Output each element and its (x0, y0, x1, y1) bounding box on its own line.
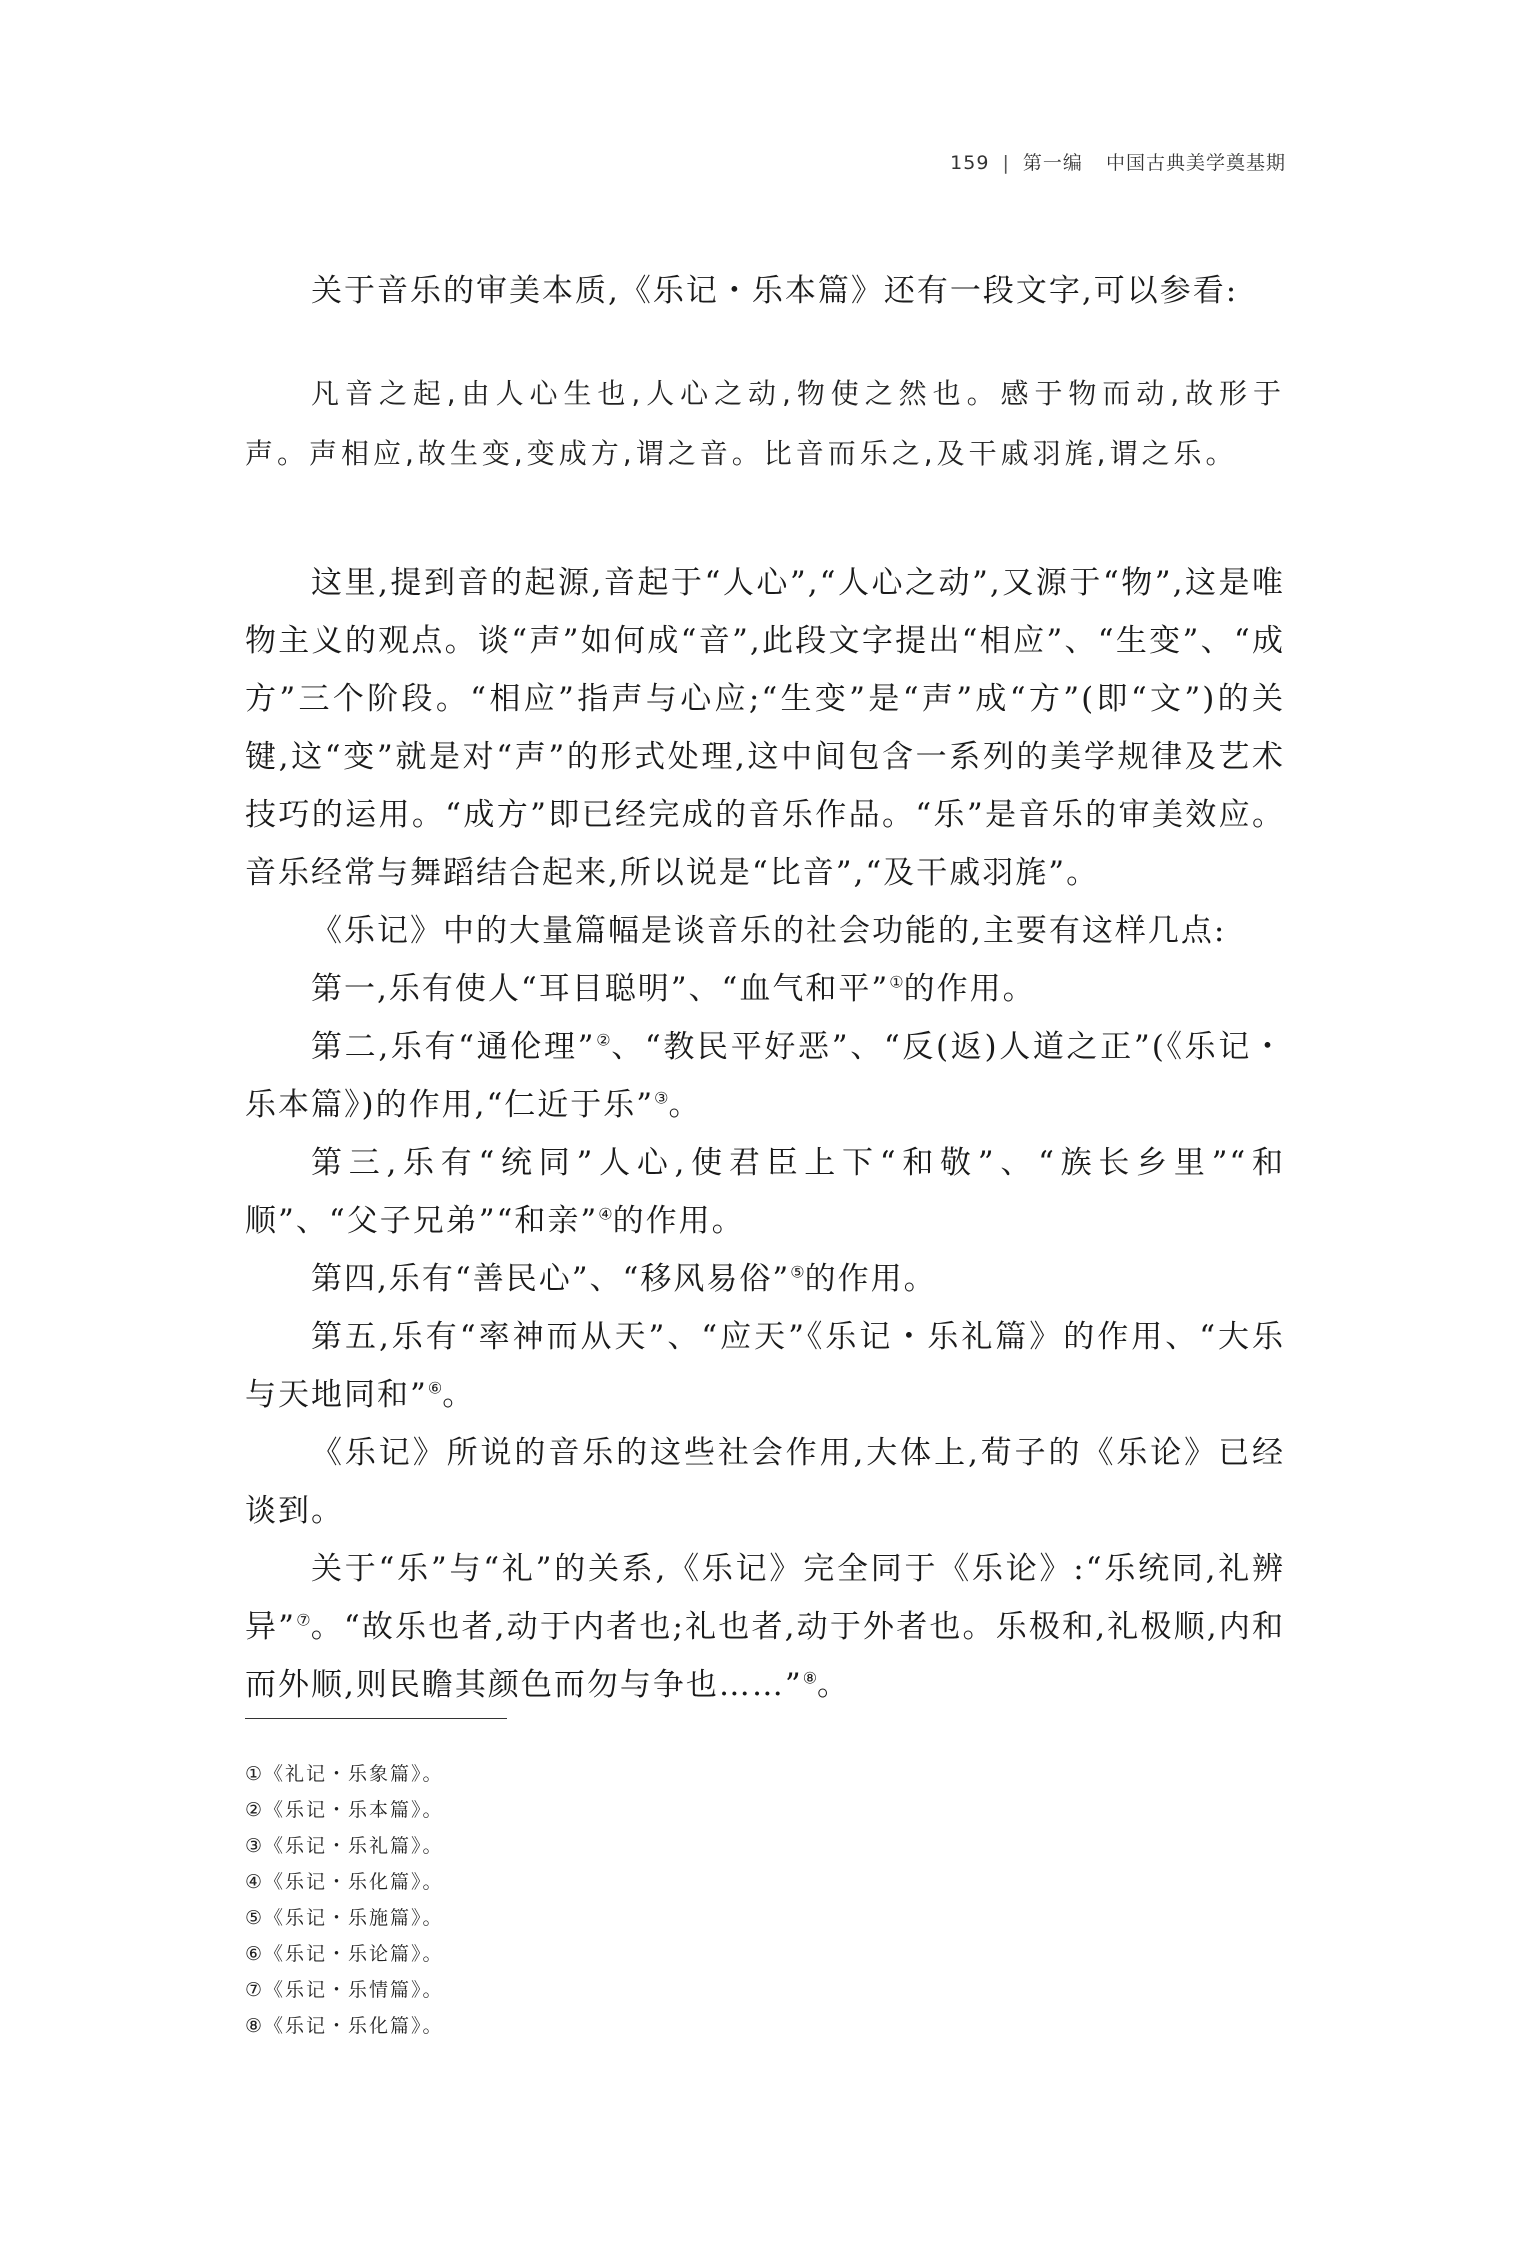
paragraph-4-text-a: 第二,乐有“通伦理” (311, 1029, 596, 1065)
paragraph-2: 《乐记》中的大量篇幅是谈音乐的社会功能的,主要有这样几点: (311, 913, 1227, 949)
paragraph-9 (245, 1540, 1285, 1714)
main-text (245, 262, 1285, 1714)
footnote-1: ①《礼记・乐象篇》。 (245, 1763, 444, 1785)
paragraph-6-text-a: 第四,乐有“善民心”、“移风易俗” (311, 1261, 791, 1297)
footnote-4: ④《乐记・乐化篇》。 (245, 1871, 444, 1893)
block-quote: 凡音之起,由人心生也,人心之动,物使之然也。感于物而动,故形于声。声相应,故生变,变成方,谓之音。比音而乐之,及干戚羽旄,谓之乐。 (245, 377, 1285, 470)
paragraph-9-text-a: 关于“乐”与“礼”的关系,《乐记》完全同于《乐论》:“乐统同,礼辨异” (245, 1551, 1285, 1645)
footnote-ref-8: ⑧ (802, 1668, 818, 1688)
paragraph-5-text-a: 第三,乐有“统同”人心,使君臣上下“和敬”、“族长乡里”“和顺”、“父子兄弟”“和亲” (245, 1145, 1285, 1239)
footnote-8: ⑧《乐记・乐化篇》。 (245, 2015, 444, 2037)
footnote-divider (245, 1718, 507, 1719)
page-number: 159 (950, 152, 990, 174)
footnote-3: ③《乐记・乐礼篇》。 (245, 1835, 444, 1857)
paragraph-5 (245, 1134, 1285, 1250)
header-separator: | (1002, 152, 1010, 174)
paragraph-6 (245, 1250, 1285, 1308)
paragraph-4-text-c: 。 (668, 1087, 702, 1123)
lead-paragraph: 关于音乐的审美本质,《乐记・乐本篇》还有一段文字,可以参看: (311, 273, 1239, 309)
footnote-ref-1: ① (889, 972, 904, 992)
paragraph-1: 这里,提到音的起源,音起于“人心”,“人心之动”,又源于“物”,这是唯物主义的观点。谈“声”如何成“音”,此段文字提出“相应”、“生变”、“成方”三个阶段。“相应”指声与心应;“生变”是“声”成“方”(即“文”)的关键,这“变”就是对“声”的形式处理,这中间包含一系列的美学规律及艺术技巧的运用。“成方”即已经完成的音乐作品。“乐”是音乐的审美效应。音乐经常与舞蹈结合起来,所以说是“比音”,“及干戚羽旄”。 (245, 565, 1286, 891)
footnote-2: ②《乐记・乐本篇》。 (245, 1799, 444, 1821)
footnote-ref-2: ② (595, 1030, 612, 1050)
footnote-7: ⑦《乐记・乐情篇》。 (245, 1979, 444, 2001)
running-header (950, 148, 1286, 175)
paragraph-8: 《乐记》所说的音乐的这些社会作用,大体上,荀子的《乐论》已经谈到。 (245, 1435, 1285, 1529)
footnote-ref-4: ④ (598, 1204, 613, 1224)
paragraph-9-text-b: 。“故乐也者,动于内者也;礼也者,动于外者也。乐极和,礼极顺,内和而外顺,则民瞻其颜色而勿与争也……” (245, 1609, 1285, 1703)
footnote-5: ⑤《乐记・乐施篇》。 (245, 1907, 444, 1929)
footnote-ref-5: ⑤ (790, 1262, 805, 1282)
paragraph-7-text-a: 第五,乐有“率神而从天”、“应天”《乐记・乐礼篇》的作用、“大乐与天地同和” (245, 1319, 1285, 1413)
paragraph-3 (245, 960, 1285, 1018)
footnote-6: ⑥《乐记・乐论篇》。 (245, 1943, 444, 1965)
paragraph-4-text-b: 、“教民平好恶”、“反(返)人道之正”(《乐记・乐本篇》)的作用,“仁近于乐” (245, 1029, 1285, 1123)
paragraph-3-text-a: 第一,乐有使人“耳目聪明”、“血气和平” (311, 971, 890, 1007)
paragraph-5-text-b: 的作用。 (612, 1203, 745, 1239)
paragraph-9-text-c: 。 (817, 1667, 851, 1703)
paragraph-7-text-b: 。 (442, 1377, 476, 1413)
footnote-ref-6: ⑥ (427, 1378, 443, 1398)
footnote-ref-7: ⑦ (296, 1610, 311, 1630)
paragraph-7 (245, 1308, 1285, 1424)
part-title: 中国古典美学奠基期 (1105, 152, 1286, 174)
paragraph-4 (245, 1018, 1285, 1134)
part-label: 第一编 (1022, 152, 1083, 174)
footnotes (245, 1756, 444, 2044)
paragraph-3-text-b: 的作用。 (903, 971, 1036, 1007)
paragraph-6-text-b: 的作用。 (804, 1261, 937, 1297)
footnote-ref-3: ③ (654, 1088, 669, 1108)
